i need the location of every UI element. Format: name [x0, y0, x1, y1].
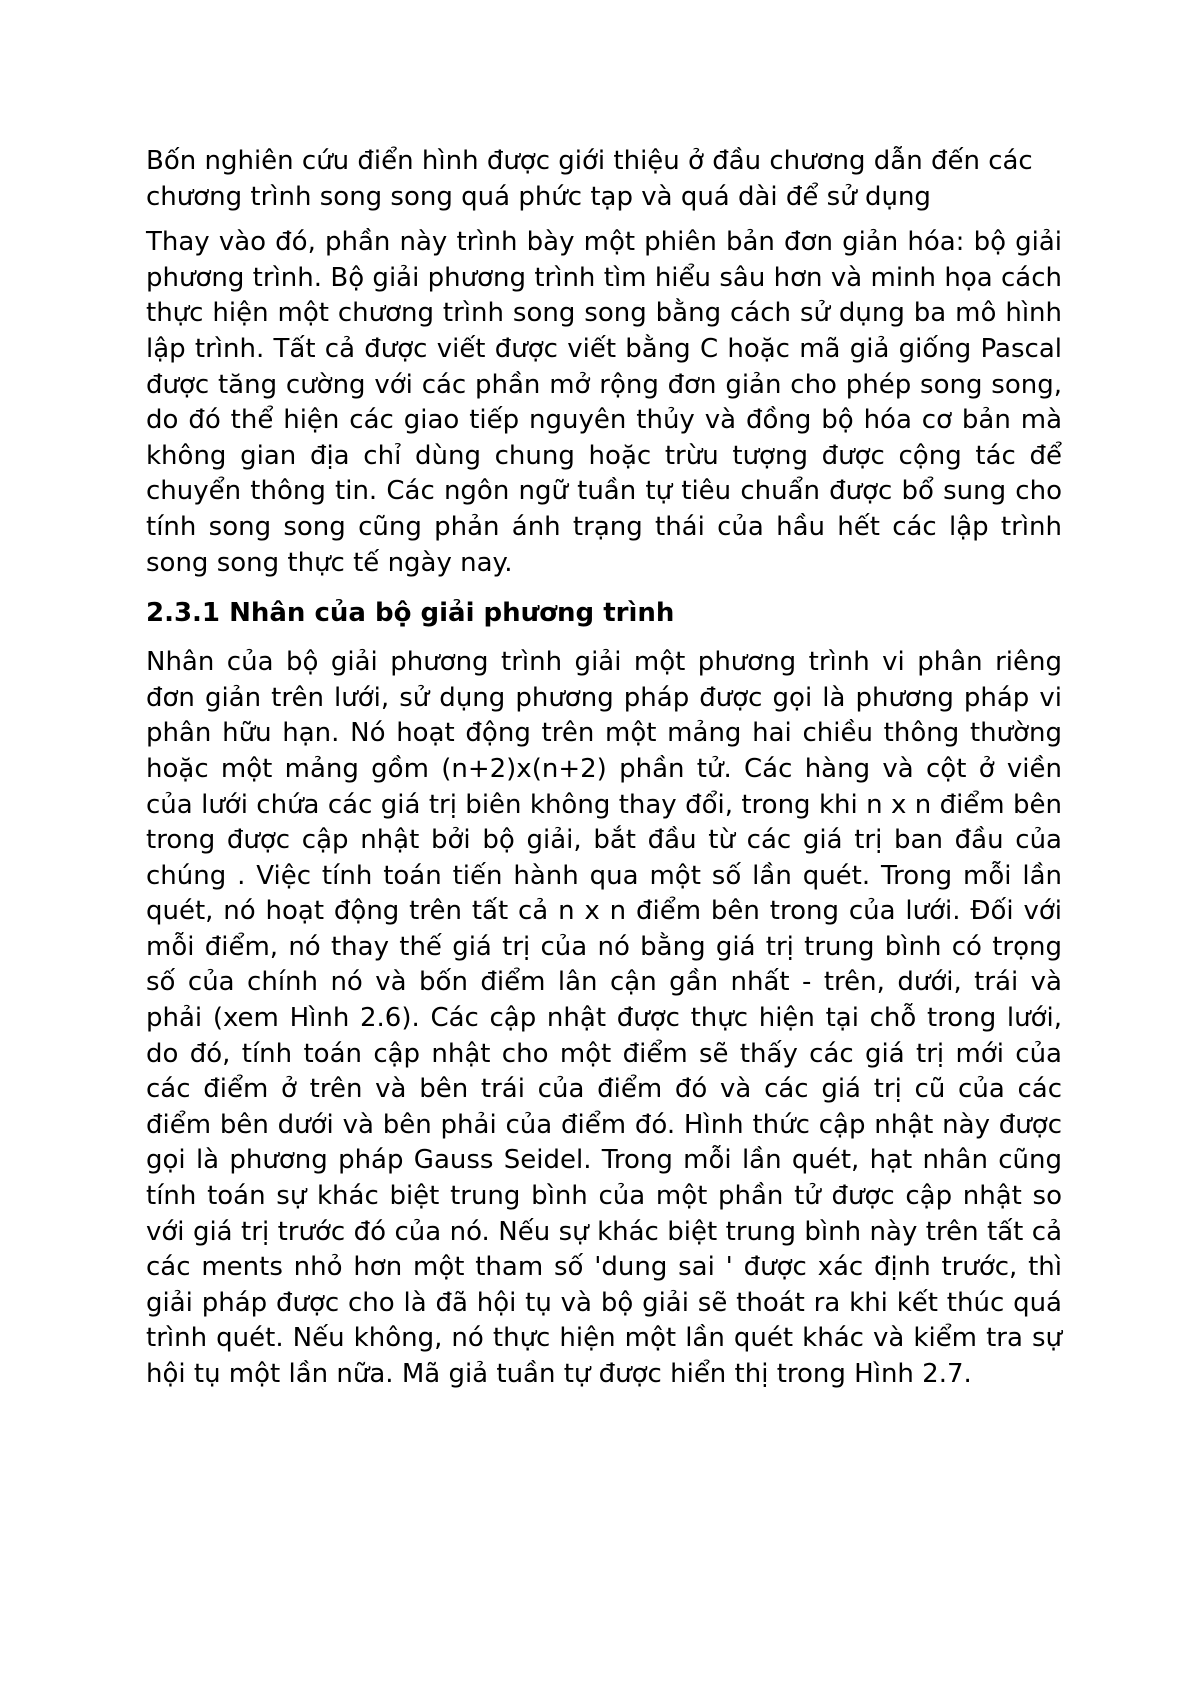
section-heading: 2.3.1 Nhân của bộ giải phương trình [146, 598, 675, 629]
body-paragraph-2: Nhân của bộ giải phương trình giải một phương trình vi phân riêng đơn giản trên lưới, sử dụng phương pháp được gọi là phương pháp vi phân hữu hạn. Nó hoạt động trên một mảng hai chiều thông thường hoặc một mảng gồm (n+2)x(n+2) phần tử. Các hàng và cột ở viền của lưới chứa các giá trị biên không thay đổi, trong khi n x n điểm bên trong được cập nhật bởi bộ giải, bắt đầu từ các giá trị ban đầu của chúng . Việc tính toán tiến hành qua một số lần quét. Trong mỗi lần quét, nó hoạt động trên tất cả n x n điểm bên trong của lưới. Đối với mỗi điểm, nó thay thế giá trị của nó bằng giá trị trung bình có trọng số của chính nó và bốn điểm lân cận gần nhất - trên, dưới, trái và phải (xem Hình 2.6). Các cập nhật được thực hiện tại chỗ trong lưới, do đó, tính toán cập nhật cho một điểm sẽ thấy các giá trị mới của các điểm ở trên và bên trái của điểm đó và các giá trị cũ của các điểm bên dưới và bên phải của điểm đó. Hình thức cập nhật này được gọi là phương pháp Gauss Seidel. Trong mỗi lần quét, hạt nhân cũng tính toán sự khác biệt trung bình của một phần tử được cập nhật so với giá trị trước đó của nó. Nếu sự khác biệt trung bình này trên tất cả các ments nhỏ hơn một tham số 'dung sai ' được xác định trước, thì giải pháp được cho là đã hội tụ và bộ giải sẽ thoát ra khi kết thúc quá trình quét. Nếu không, nó thực hiện một lần quét khác và kiểm tra sự hội tụ một lần nữa. Mã giả tuần tự được hiển thị trong Hình 2.7. [146, 647, 1062, 1389]
intro-paragraph: Bốn nghiên cứu điển hình được giới thiệu ở đầu chương dẫn đến các chương trình song song quá phức tạp và quá dài để sử dụng [146, 146, 1033, 212]
body-paragraph-1: Thay vào đó, phần này trình bày một phiên bản đơn giản hóa: bộ giải phương trình. Bộ giải phương trình tìm hiểu sâu hơn và minh họa cách thực hiện một chương trình song song bằng cách sử dụng ba mô hình lập trình. Tất cả được viết được viết bằng C hoặc mã giả giống Pascal được tăng cường với các phần mở rộng đơn giản cho phép song song, do đó thể hiện các giao tiếp nguyên thủy và đồng bộ hóa cơ bản mà không gian địa chỉ dùng chung hoặc trừu tượng được cộng tác để chuyển thông tin. Các ngôn ngữ tuần tự tiêu chuẩn được bổ sung cho tính song song cũng phản ánh trạng thái của hầu hết các lập trình song song thực tế ngày nay. [146, 227, 1062, 578]
document-body [146, 144, 1062, 1393]
